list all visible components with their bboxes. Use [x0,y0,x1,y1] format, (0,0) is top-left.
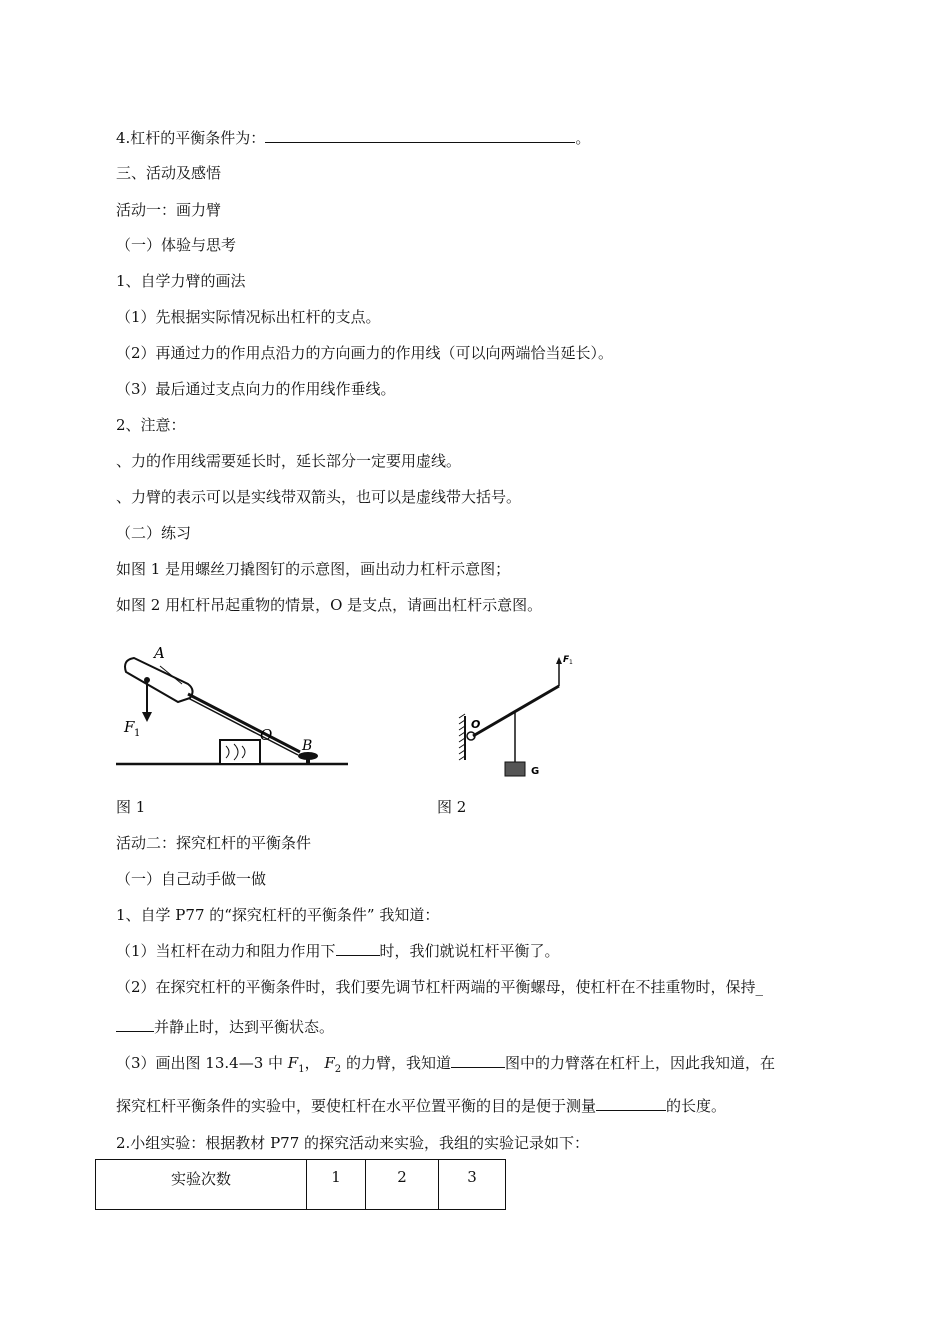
label-f1-sub: 1 [569,659,573,666]
experiment-table [95,1159,506,1210]
label-g: G [531,766,540,777]
question-4-text: 4.杠杆的平衡条件为： [116,129,266,147]
item-heading: 1、自学力臂的画法 [116,272,246,290]
question-1: （1）当杠杆在动力和阻力作用下 时，我们就说杠杆平衡了。 [116,942,560,960]
subsection-title-2: （一）自己动手做一做 [116,870,267,888]
label-f1: F [563,655,570,665]
table-cell: 3 [439,1160,506,1210]
question-3-cont: 探究杠杆平衡条件的实验中，要使杠杆在水平位置平衡的目的是便于测量 的长度。 [116,1097,727,1115]
table-cell: 1 [307,1160,366,1210]
practice-title: （二）练习 [116,524,192,542]
answer-blank[interactable] [596,1096,666,1111]
answer-blank[interactable] [265,128,575,143]
group-experiment-heading: 2.小组实验：根据教材 P77 的探究活动来实验，我组的实验记录如下： [116,1134,590,1152]
lever-bar [473,686,559,736]
figure-1-caption: 图 1 [116,798,146,816]
answer-blank[interactable] [116,1017,154,1032]
label-o: O [260,726,273,744]
question-2-cont: 并静止时，达到平衡状态。 [116,1017,334,1037]
practice-1: 如图 1 是用螺丝刀撬图钉的示意图，画出动力杠杆示意图； [116,560,511,578]
table-cell: 2 [366,1160,439,1210]
figure-2-caption: 图 2 [437,798,467,816]
figure-1-screwdriver [112,640,352,775]
label-f1-sub: 1 [134,728,141,739]
question-2: （2）在探究杠杆的平衡条件时，我们要先调节杠杆两端的平衡螺母，使杠杆在不挂重物时，保持_ [116,978,764,996]
label-b: B [302,738,313,754]
question-3: （3）画出图 13.4—3 中 $F_1$， $F_2$ 的力臂，我知道 图中的力臂落在杠杆上，因此我知道，在 [116,1054,775,1075]
question-4: 4.杠杆的平衡条件为： 。 [116,129,591,147]
label-a: A [154,644,165,662]
answer-blank[interactable] [451,1053,505,1068]
step-3: （3）最后通过支点向力的作用线作垂线。 [116,380,396,398]
subsection-title: （一）体验与思考 [116,236,237,254]
note-heading: 2、注意： [116,416,186,434]
activity-1-title: 活动一：画力臂 [116,201,222,219]
weight-block [505,762,525,776]
label-o: O [471,718,481,731]
step-1: （1）先根据实际情况标出杠杆的支点。 [116,308,381,326]
table-row [96,1160,506,1210]
screwdriver-handle [125,658,193,702]
table-header-cell: 实验次数 [96,1160,307,1210]
self-study-heading: 1、自学 P77 的“探究杠杆的平衡条件” 我知道： [116,906,440,924]
answer-blank[interactable] [336,941,380,956]
section-heading: 三、活动及感悟 [116,164,222,182]
wood-block [220,740,260,764]
step-2: （2）再通过力的作用点沿力的方向画力的作用线（可以向两端恰当延长）。 [116,344,614,362]
practice-2: 如图 2 用杠杆吊起重物的情景，O 是支点，请画出杠杆示意图。 [116,596,543,614]
note-2: 、力臂的表示可以是实线带双箭头，也可以是虚线带大括号。 [116,488,522,506]
note-1: 、力的作用线需要延长时，延长部分一定要用虚线。 [116,452,462,470]
label-f1: F [124,718,135,736]
activity-2-title: 活动二：探究杠杆的平衡条件 [116,834,312,852]
figure-2-lever [455,648,585,783]
